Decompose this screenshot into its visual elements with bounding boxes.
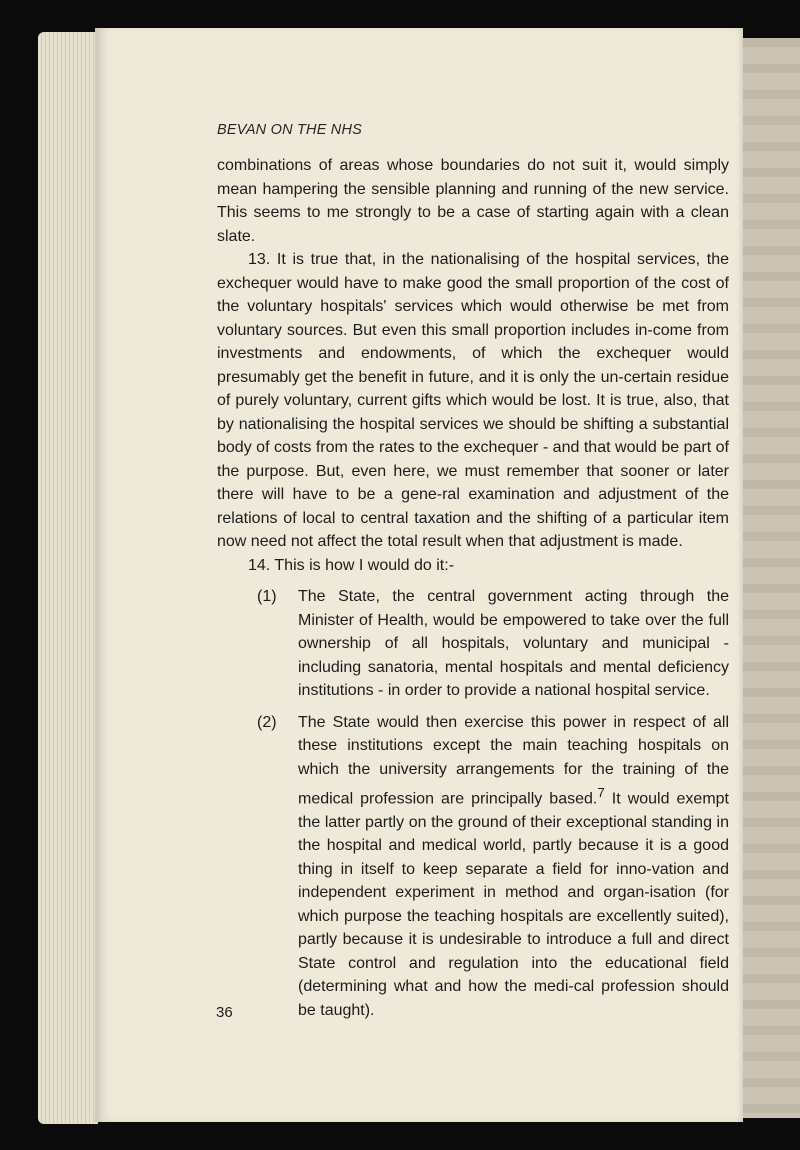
paragraph-continuation: combinations of areas whose boundaries do not suit it, would simply mean hampering the sensible planning and running of the new service. This seems to me strongly to be a case of starting again with a clean slate. bbox=[217, 157, 729, 245]
paragraph-14: 14. This is how I would do it:- bbox=[248, 556, 455, 574]
list-item-1-text: The State, the central government acting through the Minister of Health, would be empowered to take over the full ownership of all hospitals, voluntary and municipal - including sanatoria, mental hospitals and mental deficiency institutions - in order to provide a national hospital service. bbox=[298, 588, 729, 699]
list-item-1-number: (1) bbox=[257, 588, 277, 605]
list-item-2 bbox=[217, 711, 729, 1023]
list-item-1 bbox=[217, 585, 729, 703]
list-item-2-text-part-2: It would exempt the latter partly on the ground of their exceptional standing in the hospital and medical world, partly because it is a good thing in itself to keep separate a field for inno-vation and independent experiment in method and organ-isation (for which purpose the teaching hospitals are excellently suited), partly because it is undesirable to introduce a full and direct State control and regulation into the educational field (determining what and how the medi-cal profession should be taught). bbox=[298, 790, 729, 1019]
list-item-2-text-part-1: The State would then exercise this power in respect of all these institutions except the main teaching hospitals on which the university arrangements for the training of the medical profession are principally based. bbox=[298, 713, 729, 808]
facing-page-edge bbox=[735, 38, 800, 1118]
list-item-2-text bbox=[298, 711, 729, 1023]
paragraph-13: 13. It is true that, in the nationalising of the hospital services, the exchequer would have to make good the small proportion of the cost of the voluntary hospitals' services which would otherwise be met from voluntary sources. But even this small proportion includes in-come from investments and endowments, of which the exchequer would presumably get the benefit in future, and it is only the un-certain residue of purely voluntary, current gifts which would be lost. It is true, also, that by nationalising the hospital services we should be shifting a substantial body of costs from the rates to the exchequer - and that would be part of the purpose. But, even here, we must remember that sooner or later there will have to be a gene-ral examination and adjustment of the relations of local to central taxation and the shifting of a particular item now need not affect the total result when that adjustment is made. bbox=[217, 251, 729, 550]
list-item-2-number: (2) bbox=[257, 713, 277, 731]
page-stack-edge bbox=[38, 32, 98, 1124]
running-head: BEVAN ON THE NHS bbox=[217, 122, 363, 138]
footnote-reference: 7 bbox=[597, 785, 605, 800]
page-number: 36 bbox=[216, 1004, 233, 1021]
body-text bbox=[217, 154, 729, 1022]
